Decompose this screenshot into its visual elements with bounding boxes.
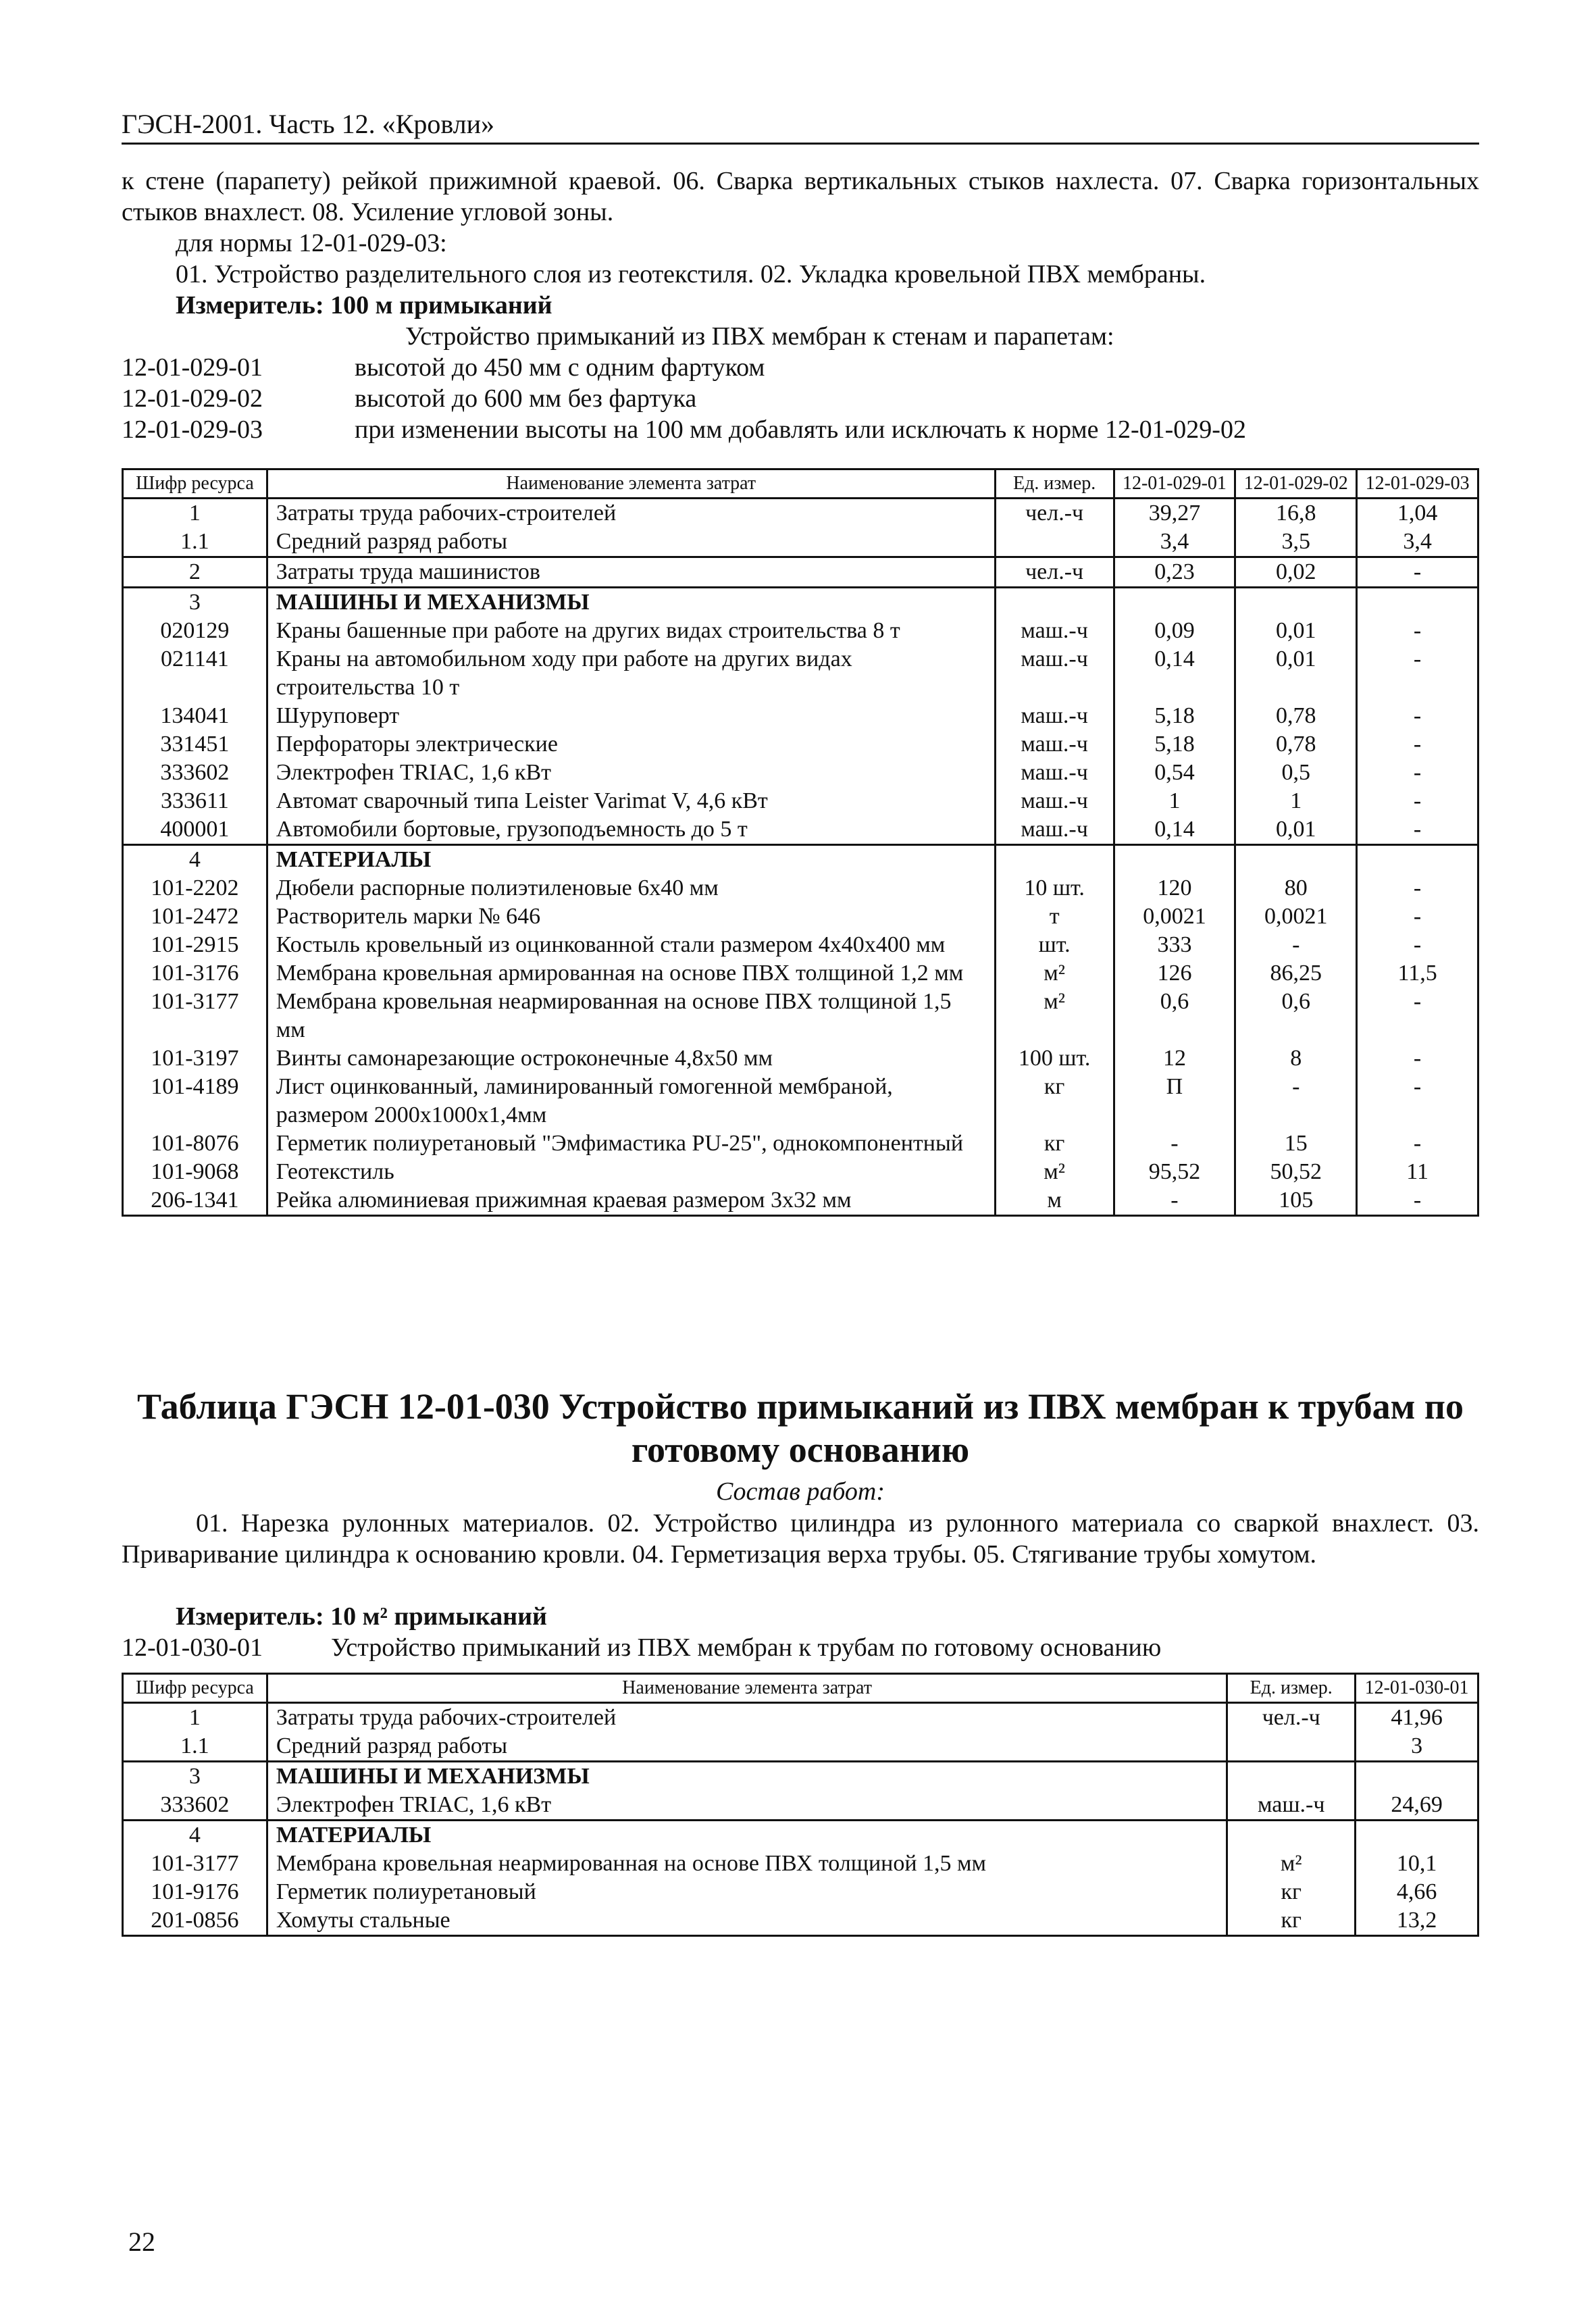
cell-value-2: 0,5 (1235, 759, 1357, 787)
cell-name: Герметик полиуретановый (267, 1878, 1227, 1906)
cell-unit (1227, 1732, 1356, 1762)
cell-name: Автомат сварочный типа Leister Varimat V, 4,6 кВт (267, 787, 995, 815)
table-row (123, 959, 1478, 988)
cell-value-2: 86,25 (1235, 959, 1357, 988)
cell-code: 101-4189 (123, 1073, 267, 1129)
norms-list (122, 352, 1479, 445)
table-row (123, 1186, 1478, 1216)
norm-row (122, 1632, 1479, 1663)
cell-name: Затраты труда рабочих-строителей (267, 1703, 1227, 1733)
cell-value-3: - (1357, 1186, 1478, 1216)
cell-name: Электрофен TRIAC, 1,6 кВт (267, 759, 995, 787)
col-header-name: Наименование элемента затрат (267, 469, 995, 499)
cell-name: Растворитель марки № 646 (267, 903, 995, 931)
cell-value-3 (1357, 588, 1478, 617)
cell-value-2: 1 (1235, 787, 1357, 815)
norm-text: высотой до 600 мм без фартука (355, 384, 697, 413)
cell-unit (1227, 1762, 1356, 1791)
works-description: 01. Нарезка рулонных материалов. 02. Устройство цилиндра из рулонного материала со сваркой внахлест. 03. Приваривание цилиндра к основанию кровли. 04. Герметизация верха трубы. 05. Стягивание трубы хомутом. (122, 1509, 1479, 1569)
norm-030-row (122, 1632, 1479, 1663)
table-row (123, 874, 1478, 903)
cell-value-2: 0,78 (1235, 730, 1357, 759)
table-row (123, 1850, 1478, 1878)
table-row (123, 1878, 1478, 1906)
cell-value-2: 15 (1235, 1129, 1357, 1158)
resource-table-030 (122, 1673, 1479, 1937)
cell-unit: м (995, 1186, 1114, 1216)
norm-row (122, 383, 1479, 414)
cell-value-1: 0,0021 (1114, 903, 1235, 931)
table-row (123, 815, 1478, 845)
cell-value-3: - (1357, 1129, 1478, 1158)
cell-name: Автомобили бортовые, грузоподъемность до 5 т (267, 815, 995, 845)
meter-label: Измеритель: 100 м примыканий (176, 291, 552, 320)
cell-value-1: 0,09 (1114, 617, 1235, 645)
cell-value-1: 333 (1114, 931, 1235, 959)
running-header: ГЭСН-2001. Часть 12. «Кровли» (122, 108, 1479, 145)
col-header-norm-03: 12-01-029-03 (1357, 469, 1478, 499)
norm-code: 12-01-029-03 (122, 415, 263, 444)
cell-name: Средний разряд работы (267, 528, 995, 557)
cell-value-3: - (1357, 815, 1478, 845)
table-row (123, 730, 1478, 759)
norm-code: 12-01-029-01 (122, 353, 263, 382)
col-header-norm-02: 12-01-029-02 (1235, 469, 1357, 499)
cell-unit: 10 шт. (995, 874, 1114, 903)
table-row (123, 557, 1478, 588)
table-row (123, 988, 1478, 1044)
norm-row (122, 352, 1479, 383)
cell-value-1: 12 (1114, 1044, 1235, 1073)
col-header-norm-01: 12-01-030-01 (1356, 1674, 1478, 1703)
cell-value-2: 0,01 (1235, 645, 1357, 702)
cell-name: МАТЕРИАЛЫ (267, 845, 995, 875)
cell-value-2: 0,78 (1235, 702, 1357, 730)
norm-text: Устройство примыканий из ПВХ мембран к трубам по готовому основанию (331, 1633, 1162, 1662)
cell-value-1: П (1114, 1073, 1235, 1129)
table-030-title: Таблица ГЭСН 12-01-030 Устройство примыканий из ПВХ мембран к трубам по готовому основанию (137, 1386, 1464, 1470)
cell-code: 3 (123, 588, 267, 617)
cell-value-2 (1235, 845, 1357, 875)
cell-value-1 (1356, 1762, 1478, 1791)
table-row (123, 1791, 1478, 1821)
table-row (123, 1044, 1478, 1073)
cell-name: Затраты труда рабочих-строителей (267, 499, 995, 528)
cell-unit: маш.-ч (995, 730, 1114, 759)
table-row (123, 499, 1478, 528)
cell-unit: маш.-ч (995, 702, 1114, 730)
norm-code: 12-01-029-02 (122, 384, 263, 413)
cell-value-1: 39,27 (1114, 499, 1235, 528)
cell-name: Мембрана кровельная неармированная на основе ПВХ толщиной 1,5 мм (267, 988, 995, 1044)
table-row (123, 1703, 1478, 1733)
cell-code: 4 (123, 1821, 267, 1850)
cell-code: 333611 (123, 787, 267, 815)
cell-code: 1.1 (123, 528, 267, 557)
cell-value-1: 1 (1114, 787, 1235, 815)
cell-value-1: 10,1 (1356, 1850, 1478, 1878)
cell-name: Рейка алюминиевая прижимная краевая размером 3х32 мм (267, 1186, 995, 1216)
cell-name: Перфораторы электрические (267, 730, 995, 759)
cell-value-1 (1114, 588, 1235, 617)
cell-value-2: 8 (1235, 1044, 1357, 1073)
cell-unit: шт. (995, 931, 1114, 959)
cell-value-1: 5,18 (1114, 702, 1235, 730)
cell-value-3: - (1357, 617, 1478, 645)
cell-code: 201-0856 (123, 1906, 267, 1936)
cell-value-1: 3,4 (1114, 528, 1235, 557)
cell-value-2: 0,0021 (1235, 903, 1357, 931)
cell-value-3: 3,4 (1357, 528, 1478, 557)
col-header-code: Шифр ресурса (123, 469, 267, 499)
cell-unit: маш.-ч (1227, 1791, 1356, 1821)
table-row (123, 645, 1478, 702)
cell-value-3: - (1357, 1044, 1478, 1073)
cell-code: 021141 (123, 645, 267, 702)
cell-value-1 (1114, 845, 1235, 875)
table-row (123, 1073, 1478, 1129)
cell-name: МАТЕРИАЛЫ (267, 1821, 1227, 1850)
cell-unit: чел.-ч (1227, 1703, 1356, 1733)
cell-unit: маш.-ч (995, 759, 1114, 787)
cell-code: 4 (123, 845, 267, 875)
cell-value-1: 5,18 (1114, 730, 1235, 759)
works-label: Состав работ: (715, 1477, 885, 1506)
cell-name: Геотекстиль (267, 1158, 995, 1186)
cell-value-1: - (1114, 1186, 1235, 1216)
cell-code: 101-2915 (123, 931, 267, 959)
cell-code: 1.1 (123, 1732, 267, 1762)
cell-code: 206-1341 (123, 1186, 267, 1216)
norm-code: 12-01-030-01 (122, 1633, 263, 1662)
section-row (123, 588, 1478, 617)
cell-unit: маш.-ч (995, 617, 1114, 645)
cell-value-1 (1356, 1821, 1478, 1850)
cell-value-1: 24,69 (1356, 1791, 1478, 1821)
cell-name: Затраты труда машинистов (267, 557, 995, 588)
cell-value-1: 0,54 (1114, 759, 1235, 787)
norm-text: при изменении высоты на 100 мм добавлять или исключать к норме 12-01-029-02 (355, 415, 1246, 444)
cell-unit: м² (995, 1158, 1114, 1186)
cell-value-2: 0,02 (1235, 557, 1357, 588)
cell-value-1: 13,2 (1356, 1906, 1478, 1936)
cell-value-3: - (1357, 931, 1478, 959)
cell-value-3: 1,04 (1357, 499, 1478, 528)
col-header-norm-01: 12-01-029-01 (1114, 469, 1235, 499)
cell-unit: кг (1227, 1906, 1356, 1936)
cell-code: 101-9176 (123, 1878, 267, 1906)
table-row (123, 617, 1478, 645)
cell-unit: маш.-ч (995, 815, 1114, 845)
cell-unit: 100 шт. (995, 1044, 1114, 1073)
table-header-row (123, 1674, 1478, 1703)
cell-value-2: 50,52 (1235, 1158, 1357, 1186)
cell-value-1: - (1114, 1129, 1235, 1158)
resource-table-029 (122, 468, 1479, 1217)
cell-unit: кг (995, 1129, 1114, 1158)
cell-value-3: - (1357, 557, 1478, 588)
cell-value-1: 95,52 (1114, 1158, 1235, 1186)
cell-value-3: 11,5 (1357, 959, 1478, 988)
cell-value-2: - (1235, 931, 1357, 959)
cell-value-3: - (1357, 759, 1478, 787)
cell-name: Шуруповерт (267, 702, 995, 730)
cell-value-2: 0,01 (1235, 617, 1357, 645)
table-row (123, 759, 1478, 787)
cell-value-3: - (1357, 645, 1478, 702)
for-norm-label: для нормы 12-01-029-03: (176, 229, 447, 257)
cell-code: 101-3177 (123, 1850, 267, 1878)
cell-code: 400001 (123, 815, 267, 845)
cell-value-3: - (1357, 787, 1478, 815)
cell-code: 3 (123, 1762, 267, 1791)
cell-code: 1 (123, 1703, 267, 1733)
cell-value-2: 105 (1235, 1186, 1357, 1216)
cell-value-2 (1235, 588, 1357, 617)
section-row (123, 1821, 1478, 1850)
col-header-unit: Ед. измер. (1227, 1674, 1356, 1703)
cell-unit: т (995, 903, 1114, 931)
cell-value-3: - (1357, 903, 1478, 931)
cell-value-3: - (1357, 702, 1478, 730)
cell-code: 331451 (123, 730, 267, 759)
cell-name: МАШИНЫ И МЕХАНИЗМЫ (267, 1762, 1227, 1791)
table-row (123, 1906, 1478, 1936)
cell-value-3: - (1357, 874, 1478, 903)
cell-value-3: - (1357, 988, 1478, 1044)
cell-name: Мембрана кровельная армированная на основе ПВХ толщиной 1,2 мм (267, 959, 995, 988)
cell-name: Хомуты стальные (267, 1906, 1227, 1936)
cell-code: 101-8076 (123, 1129, 267, 1158)
cell-unit (995, 588, 1114, 617)
section-row (123, 845, 1478, 875)
table-row (123, 528, 1478, 557)
cell-name: Электрофен TRIAC, 1,6 кВт (267, 1791, 1227, 1821)
cell-name: Лист оцинкованный, ламинированный гомогенной мембраной, размером 2000х1000х1,4мм (267, 1073, 995, 1129)
cell-name: МАШИНЫ И МЕХАНИЗМЫ (267, 588, 995, 617)
cell-name: Мембрана кровельная неармированная на основе ПВХ толщиной 1,5 мм (267, 1850, 1227, 1878)
table-header-row (123, 469, 1478, 499)
cell-unit (1227, 1821, 1356, 1850)
col-header-unit: Ед. измер. (995, 469, 1114, 499)
cell-value-3: - (1357, 730, 1478, 759)
cell-code: 333602 (123, 759, 267, 787)
cell-code: 101-3176 (123, 959, 267, 988)
cell-value-3 (1357, 845, 1478, 875)
table-row (123, 702, 1478, 730)
cell-unit: м² (1227, 1850, 1356, 1878)
cell-value-1: 4,66 (1356, 1878, 1478, 1906)
cell-code: 101-2472 (123, 903, 267, 931)
cell-name: Герметик полиуретановый "Эмфимастика PU-25", однокомпонентный (267, 1129, 995, 1158)
norm-text: высотой до 450 мм с одним фартуком (355, 353, 765, 382)
cell-unit: м² (995, 988, 1114, 1044)
norms-caption: Устройство примыканий из ПВХ мембран к стенам и парапетам: (405, 322, 1114, 351)
work-description-continued: к стене (парапету) рейкой прижимной краевой. 06. Сварка вертикальных стыков нахлеста. 07. Сварка горизонтальных стыков внахлест. 08. Усиление угловой зоны. (122, 167, 1479, 226)
cell-value-3: 11 (1357, 1158, 1478, 1186)
cell-value-1: 0,23 (1114, 557, 1235, 588)
cell-name: Винты самонарезающие остроконечные 4,8х50 мм (267, 1044, 995, 1073)
cell-name: Костыль кровельный из оцинкованной стали размером 4х40х400 мм (267, 931, 995, 959)
cell-value-1: 120 (1114, 874, 1235, 903)
cell-value-1: 41,96 (1356, 1703, 1478, 1733)
table-row (123, 787, 1478, 815)
norm-row (122, 414, 1479, 445)
cell-code: 101-9068 (123, 1158, 267, 1186)
section-row (123, 1762, 1478, 1791)
cell-code: 020129 (123, 617, 267, 645)
meter-label-030: Измеритель: 10 м² примыканий (176, 1602, 547, 1631)
cell-code: 101-3177 (123, 988, 267, 1044)
cell-code: 333602 (123, 1791, 267, 1821)
cell-unit: маш.-ч (995, 645, 1114, 702)
table-row (123, 1129, 1478, 1158)
cell-value-2: 3,5 (1235, 528, 1357, 557)
cell-unit: кг (1227, 1878, 1356, 1906)
page-number: 22 (128, 2227, 155, 2257)
cell-unit: кг (995, 1073, 1114, 1129)
cell-unit: маш.-ч (995, 787, 1114, 815)
table-row (123, 931, 1478, 959)
cell-unit: м² (995, 959, 1114, 988)
cell-value-2: 0,01 (1235, 815, 1357, 845)
cell-value-1: 0,6 (1114, 988, 1235, 1044)
cell-value-2: 80 (1235, 874, 1357, 903)
cell-code: 2 (123, 557, 267, 588)
cell-value-2: - (1235, 1073, 1357, 1129)
cell-value-3: - (1357, 1073, 1478, 1129)
cell-name: Дюбели распорные полиэтиленовые 6х40 мм (267, 874, 995, 903)
col-header-code: Шифр ресурса (123, 1674, 267, 1703)
table-row (123, 1158, 1478, 1186)
cell-value-1: 126 (1114, 959, 1235, 988)
cell-value-2: 16,8 (1235, 499, 1357, 528)
cell-value-1: 0,14 (1114, 645, 1235, 702)
cell-value-1: 3 (1356, 1732, 1478, 1762)
cell-unit: чел.-ч (995, 557, 1114, 588)
table-row (123, 903, 1478, 931)
cell-code: 101-2202 (123, 874, 267, 903)
cell-name: Средний разряд работы (267, 1732, 1227, 1762)
cell-unit (995, 528, 1114, 557)
table-row (123, 1732, 1478, 1762)
cell-code: 1 (123, 499, 267, 528)
work-description-norm-03: 01. Устройство разделительного слоя из геотекстиля. 02. Укладка кровельной ПВХ мембраны. (176, 260, 1206, 288)
cell-unit (995, 845, 1114, 875)
cell-unit: чел.-ч (995, 499, 1114, 528)
cell-name: Краны башенные при работе на других видах строительства 8 т (267, 617, 995, 645)
col-header-name: Наименование элемента затрат (267, 1674, 1227, 1703)
cell-name: Краны на автомобильном ходу при работе на других видах строительства 10 т (267, 645, 995, 702)
cell-code: 134041 (123, 702, 267, 730)
cell-code: 101-3197 (123, 1044, 267, 1073)
cell-value-2: 0,6 (1235, 988, 1357, 1044)
cell-value-1: 0,14 (1114, 815, 1235, 845)
